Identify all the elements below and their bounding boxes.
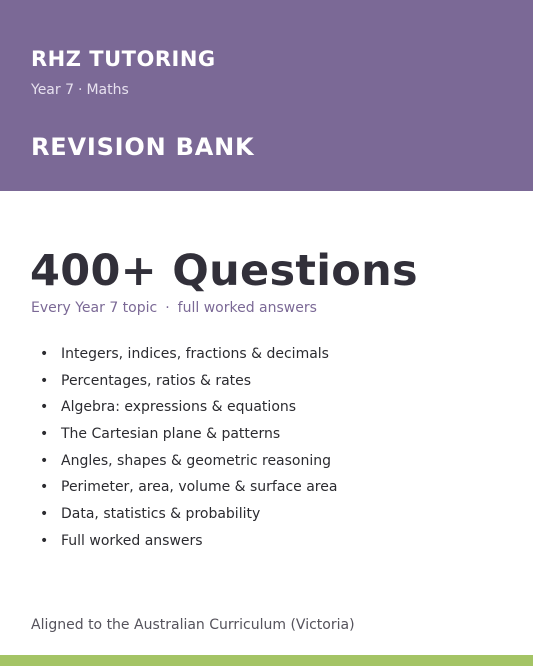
tagline bbox=[31, 300, 317, 316]
list-item bbox=[40, 531, 337, 558]
bullet-icon: • bbox=[40, 399, 49, 416]
year-level: Year 7 bbox=[31, 82, 74, 98]
list-item bbox=[40, 504, 337, 531]
list-item bbox=[40, 424, 337, 451]
feature-text: The Cartesian plane & patterns bbox=[61, 426, 281, 443]
page-headline: 400+ Questions bbox=[30, 246, 418, 296]
bullet-icon: • bbox=[40, 506, 49, 523]
tagline-separator: · bbox=[165, 300, 170, 316]
list-item bbox=[40, 344, 337, 371]
feature-text: Integers, indices, fractions & decimals bbox=[61, 346, 329, 362]
bullet-icon: • bbox=[40, 452, 49, 469]
bullet-icon: • bbox=[40, 532, 49, 549]
tagline-answers: full worked answers bbox=[177, 300, 317, 316]
product-title: REVISION BANK bbox=[31, 133, 255, 161]
feature-text: Angles, shapes & geometric reasoning bbox=[61, 452, 332, 469]
feature-text: Data, statistics & probability bbox=[61, 506, 261, 523]
subtitle-separator: · bbox=[78, 82, 83, 98]
bullet-icon: • bbox=[40, 346, 49, 362]
brand-name: RHZ TUTORING bbox=[31, 47, 216, 71]
tagline-topics: Every Year 7 topic bbox=[31, 300, 158, 316]
course-subtitle bbox=[31, 82, 129, 98]
list-item bbox=[40, 451, 337, 478]
bottom-accent-band bbox=[0, 655, 533, 666]
bullet-icon: • bbox=[40, 372, 49, 389]
feature-text: Perimeter, area, volume & surface area bbox=[61, 479, 338, 496]
bullet-icon: • bbox=[40, 426, 49, 443]
curriculum-note: Aligned to the Australian Curriculum (Victoria) bbox=[31, 617, 355, 633]
bullet-icon: • bbox=[40, 479, 49, 496]
feature-text: Full worked answers bbox=[61, 532, 203, 549]
list-item bbox=[40, 371, 337, 398]
list-item bbox=[40, 397, 337, 424]
subject-name: Maths bbox=[86, 82, 129, 98]
feature-list bbox=[40, 344, 337, 558]
feature-text: Algebra: expressions & equations bbox=[61, 399, 297, 416]
list-item bbox=[40, 477, 337, 504]
header-banner bbox=[0, 0, 533, 191]
feature-text: Percentages, ratios & rates bbox=[61, 372, 252, 389]
